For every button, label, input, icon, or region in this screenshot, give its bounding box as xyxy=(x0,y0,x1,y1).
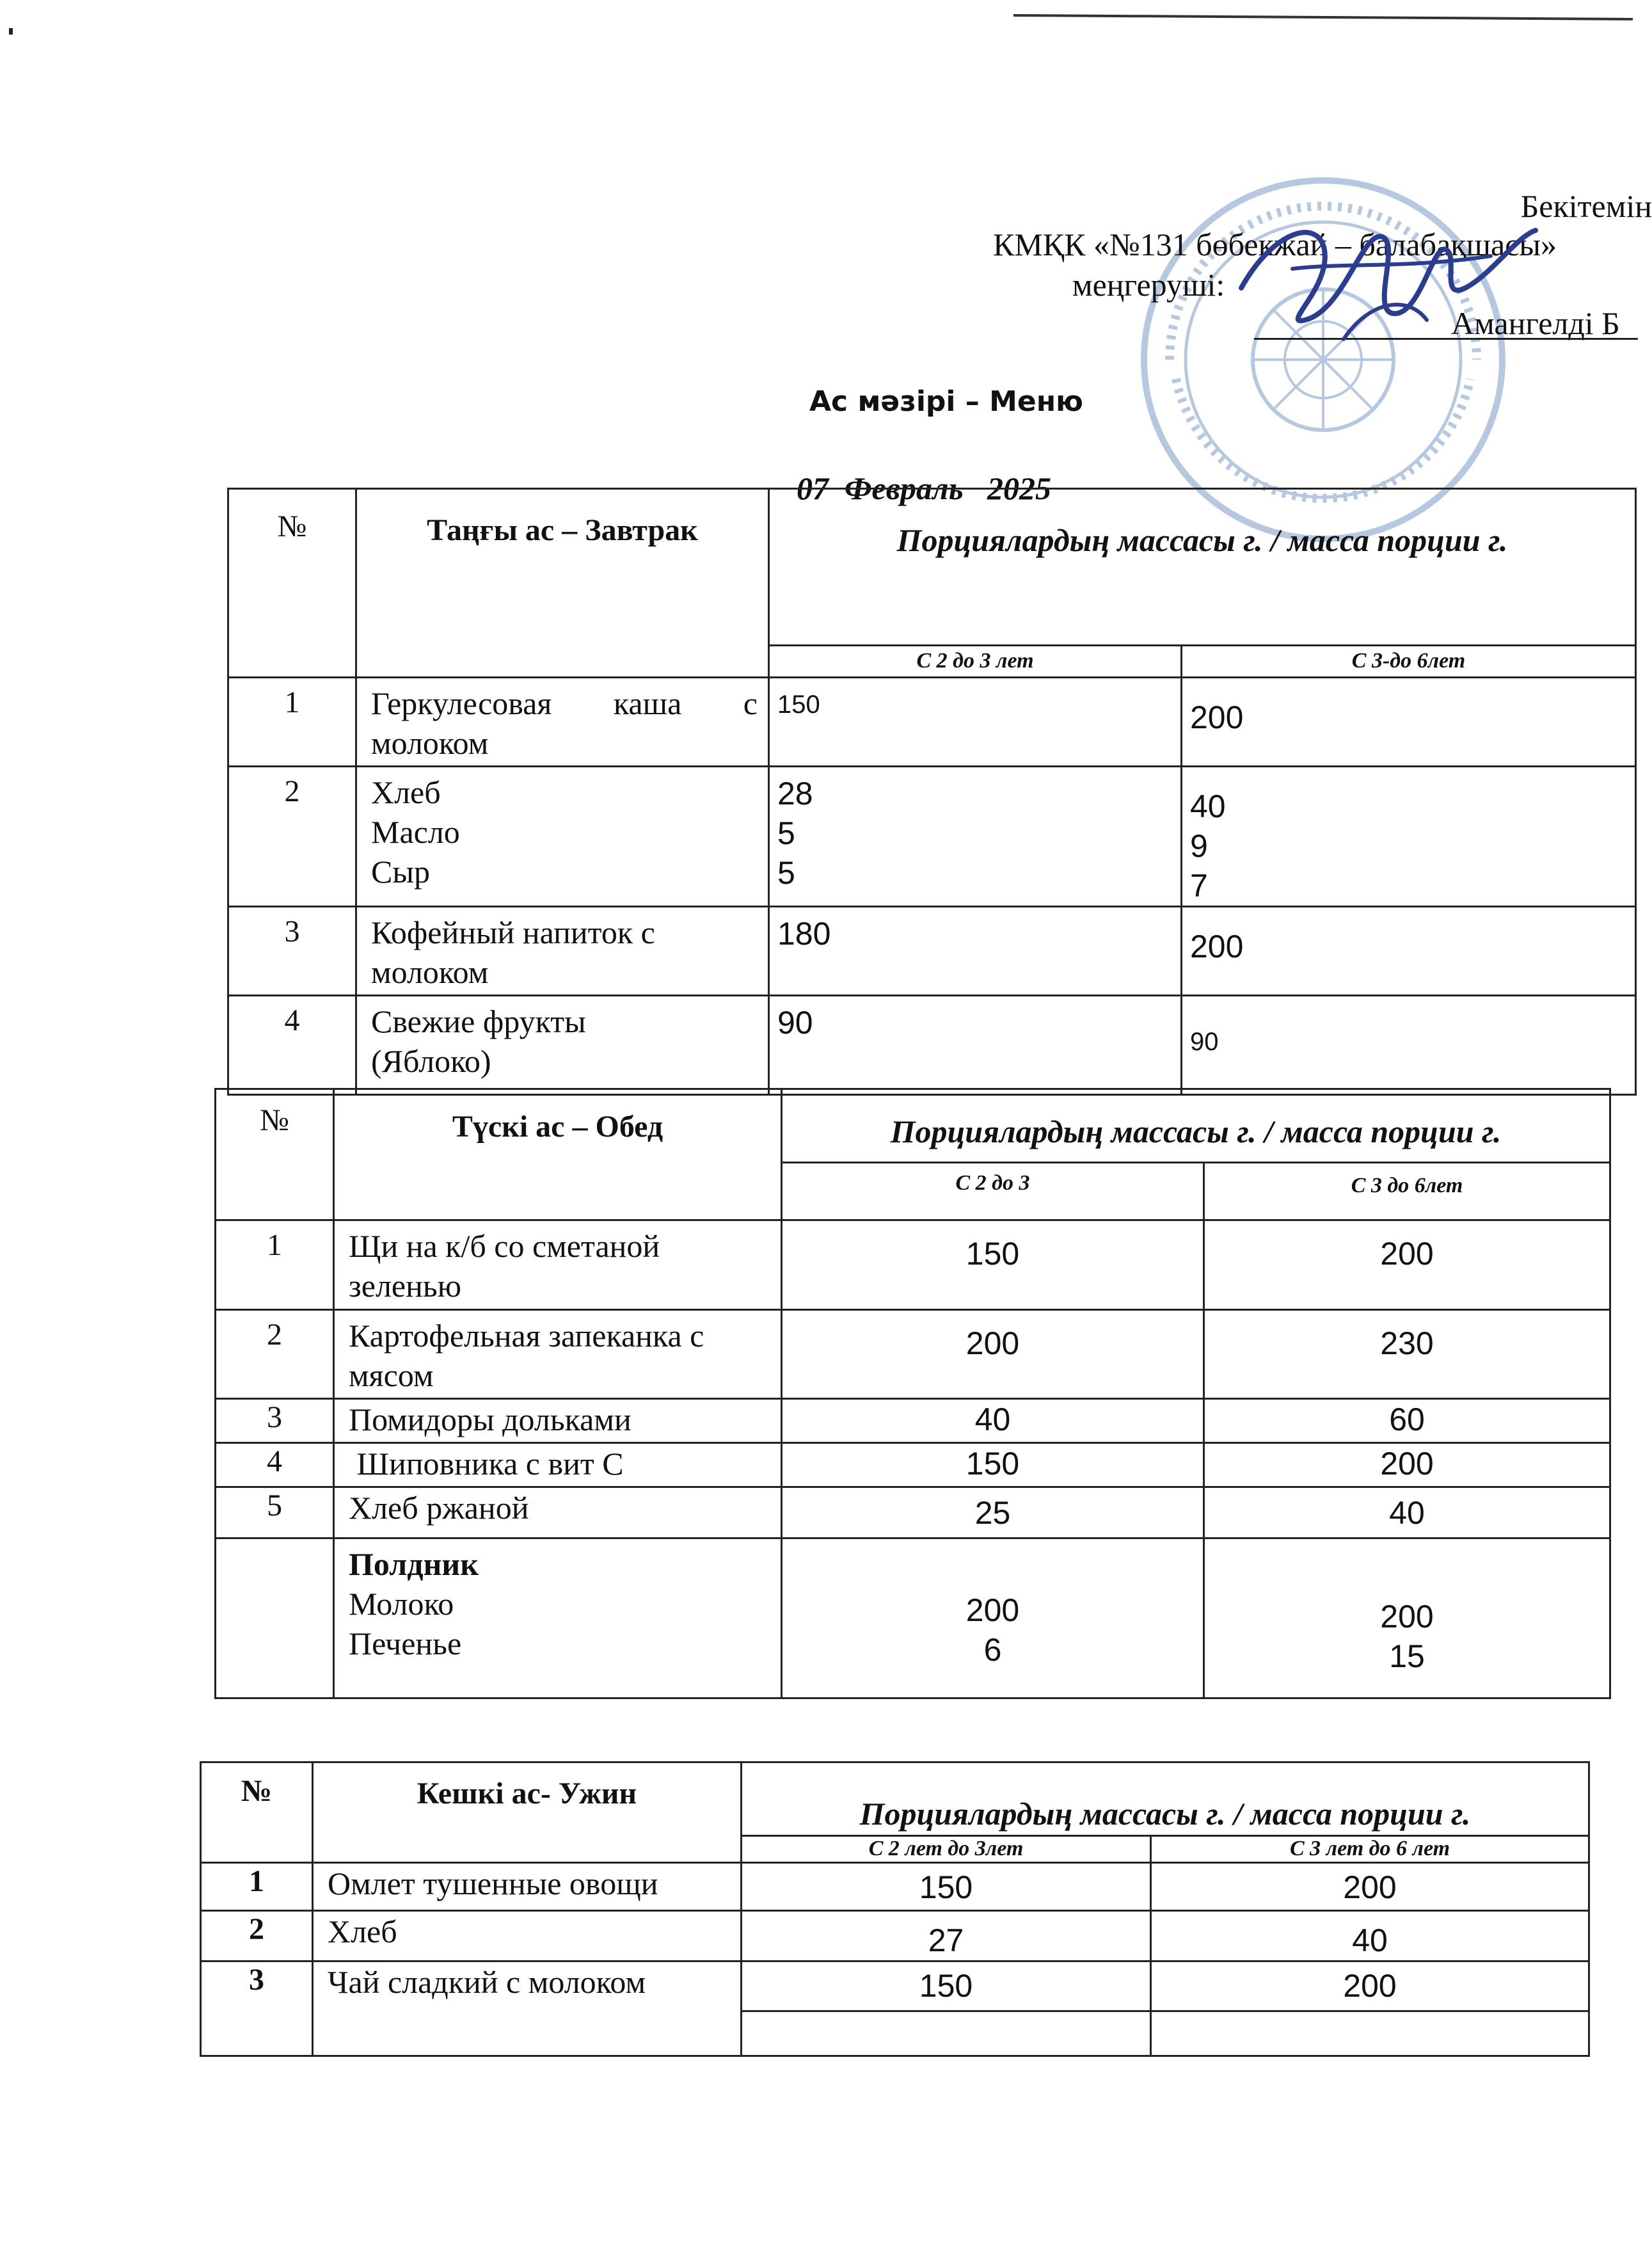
value-line: 15 xyxy=(1389,1638,1425,1674)
signature-icon xyxy=(1216,192,1548,358)
dish-name: Чай сладкий с молоком xyxy=(313,1961,742,2056)
top-edge-line xyxy=(1013,14,1633,20)
row-number: 2 xyxy=(216,1310,334,1399)
dish-line: (Яблоко) xyxy=(371,1043,491,1079)
portion-value-2: 40 xyxy=(1204,1487,1610,1538)
portion-value-2: 90 xyxy=(1182,996,1636,1095)
dish-name: Омлет тушенные овощи xyxy=(313,1863,742,1911)
row-number: 1 xyxy=(201,1863,313,1911)
value-line: 7 xyxy=(1190,868,1208,904)
dish-line: молоком xyxy=(371,725,489,761)
portion-value-2: 40 xyxy=(1151,1911,1589,1961)
approval-position: меңгеруші: xyxy=(1072,267,1225,303)
empty-cell xyxy=(216,1538,334,1698)
dish-name: Помидоры дольками xyxy=(334,1399,782,1443)
dish-name: Хлеб xyxy=(313,1911,742,1961)
row-number: 5 xyxy=(216,1487,334,1538)
value-line: 6 xyxy=(983,1632,1002,1668)
portion-value-1 xyxy=(769,767,1182,907)
row-number: 4 xyxy=(216,1443,334,1487)
lunch-table xyxy=(214,1088,1611,1699)
row-number: 3 xyxy=(228,907,356,996)
dinner-age-1: С 2 лет до 3лет xyxy=(742,1836,1151,1863)
dish-name: Хлеб ржаной xyxy=(334,1487,782,1538)
portion-value-2: 200 xyxy=(1204,1220,1610,1310)
table-row xyxy=(216,1310,1610,1399)
dish-line: Щи на к/б со сметаной xyxy=(349,1228,660,1264)
dish-name: Шиповника с вит С xyxy=(334,1443,782,1487)
lunch-age-1: С 2 до 3 xyxy=(782,1163,1204,1220)
dish-name xyxy=(334,1220,782,1310)
value-line: 28 xyxy=(777,776,813,811)
dish-line: Хлеб xyxy=(371,774,441,810)
portion-value-1: 150 xyxy=(782,1443,1204,1487)
portion-value-1: 40 xyxy=(782,1399,1204,1443)
portion-value-2 xyxy=(1182,767,1636,907)
breakfast-num-header: № xyxy=(228,489,356,678)
portion-value-2: 200 xyxy=(1151,1961,1589,2011)
portion-value-1: 150 xyxy=(782,1220,1204,1310)
scan-mark xyxy=(9,28,13,35)
portion-value-1: 90 xyxy=(769,996,1182,1095)
portion-value-2: 200 xyxy=(1204,1443,1610,1487)
dish-name xyxy=(356,767,769,907)
dish-line: зеленью xyxy=(349,1268,462,1304)
empty-cell xyxy=(742,2011,1151,2056)
row-number: 3 xyxy=(201,1961,313,2056)
value-line: 200 xyxy=(965,1592,1020,1628)
table-row xyxy=(216,1487,1610,1538)
portion-value-1: 150 xyxy=(742,1961,1151,2011)
menu-title: Ас мәзірі – Меню xyxy=(809,385,1083,418)
portion-value-2: 200 xyxy=(1182,678,1636,767)
dish-line: Печенье xyxy=(349,1626,462,1661)
dish-line: мясом xyxy=(349,1357,434,1393)
row-number: 2 xyxy=(228,767,356,907)
table-row xyxy=(228,678,1636,767)
dish-line: Масло xyxy=(371,814,460,850)
portion-value-1: 150 xyxy=(769,678,1182,767)
portion-value-1: 25 xyxy=(782,1487,1204,1538)
dish-line: Свежие фрукты xyxy=(371,1003,586,1039)
lunch-age-2: С 3 до 6лет xyxy=(1204,1163,1610,1220)
table-row xyxy=(228,907,1636,996)
table-row xyxy=(201,1863,1589,1911)
lunch-title: Түскі ас – Обед xyxy=(334,1089,782,1220)
portion-value-1: 27 xyxy=(742,1911,1151,1961)
dish-line: Картофельная запеканка с xyxy=(349,1318,704,1354)
value-line: 5 xyxy=(777,815,795,851)
breakfast-portion-header: Порциялардың массасы г. / масса порции г. xyxy=(769,489,1636,646)
portion-value-2: 230 xyxy=(1204,1310,1610,1399)
row-number: 4 xyxy=(228,996,356,1095)
empty-cell xyxy=(1151,2011,1589,2056)
menu-date: 07 Февраль 2025 xyxy=(797,470,1052,506)
table-row xyxy=(216,1538,1610,1698)
dish-name xyxy=(356,996,769,1095)
approval-name: Амангелді Б xyxy=(1451,305,1620,341)
dish-name xyxy=(356,907,769,996)
portion-value-2: 60 xyxy=(1204,1399,1610,1443)
portion-value-2: 200 xyxy=(1151,1863,1589,1911)
portion-value-2 xyxy=(1204,1538,1610,1698)
portion-value-1: 200 xyxy=(782,1310,1204,1399)
breakfast-age-1: С 2 до 3 лет xyxy=(769,646,1182,678)
breakfast-age-2: С 3-до 6лет xyxy=(1182,646,1636,678)
table-row xyxy=(201,1961,1589,2011)
row-number: 2 xyxy=(201,1911,313,1961)
value-line: 40 xyxy=(1190,788,1226,824)
table-row xyxy=(216,1443,1610,1487)
approval-organization: КМҚК «№131 бөбекжай – балабақшасы» xyxy=(993,227,1557,262)
dinner-title: Кешкі ас- Ужин xyxy=(313,1762,742,1863)
table-row xyxy=(216,1399,1610,1443)
table-row xyxy=(216,1220,1610,1310)
dinner-table xyxy=(200,1761,1590,2057)
dish-word: Геркулесовая xyxy=(371,685,552,721)
table-row xyxy=(228,996,1636,1095)
dish-word: каша xyxy=(613,685,682,721)
breakfast-title: Таңғы ас – Завтрак xyxy=(356,489,769,678)
dish-word: с xyxy=(743,685,758,721)
dish-line: Молоко xyxy=(349,1586,454,1622)
value-line: 9 xyxy=(1190,828,1208,864)
dinner-num-header: № xyxy=(201,1762,313,1863)
breakfast-table xyxy=(227,488,1637,1096)
portion-value-1: 150 xyxy=(742,1863,1151,1911)
row-number: 1 xyxy=(228,678,356,767)
dinner-portion-header: Порциялардың массасы г. / масса порции г. xyxy=(742,1762,1589,1836)
dish-line: Сыр xyxy=(371,854,430,890)
dish-line: молоком xyxy=(371,954,489,990)
row-number: 3 xyxy=(216,1399,334,1443)
value-line: 200 xyxy=(1380,1599,1434,1634)
dinner-age-2: С 3 лет до 6 лет xyxy=(1151,1836,1589,1863)
portion-value-1: 180 xyxy=(769,907,1182,996)
dish-name xyxy=(334,1310,782,1399)
value-line: 5 xyxy=(777,855,795,891)
snack-block xyxy=(334,1538,782,1698)
dish-name xyxy=(356,678,769,767)
row-number: 1 xyxy=(216,1220,334,1310)
lunch-num-header: № xyxy=(216,1089,334,1220)
approval-heading: Бекітемін xyxy=(1520,188,1652,224)
portion-value-2: 200 xyxy=(1182,907,1636,996)
table-row xyxy=(228,767,1636,907)
snack-title: Полдник xyxy=(349,1546,479,1582)
dish-line: Кофейный напиток с xyxy=(371,915,655,950)
portion-value-1 xyxy=(782,1538,1204,1698)
lunch-portion-header: Порциялардың массасы г. / масса порции г. xyxy=(782,1089,1610,1163)
table-row xyxy=(201,1911,1589,1961)
